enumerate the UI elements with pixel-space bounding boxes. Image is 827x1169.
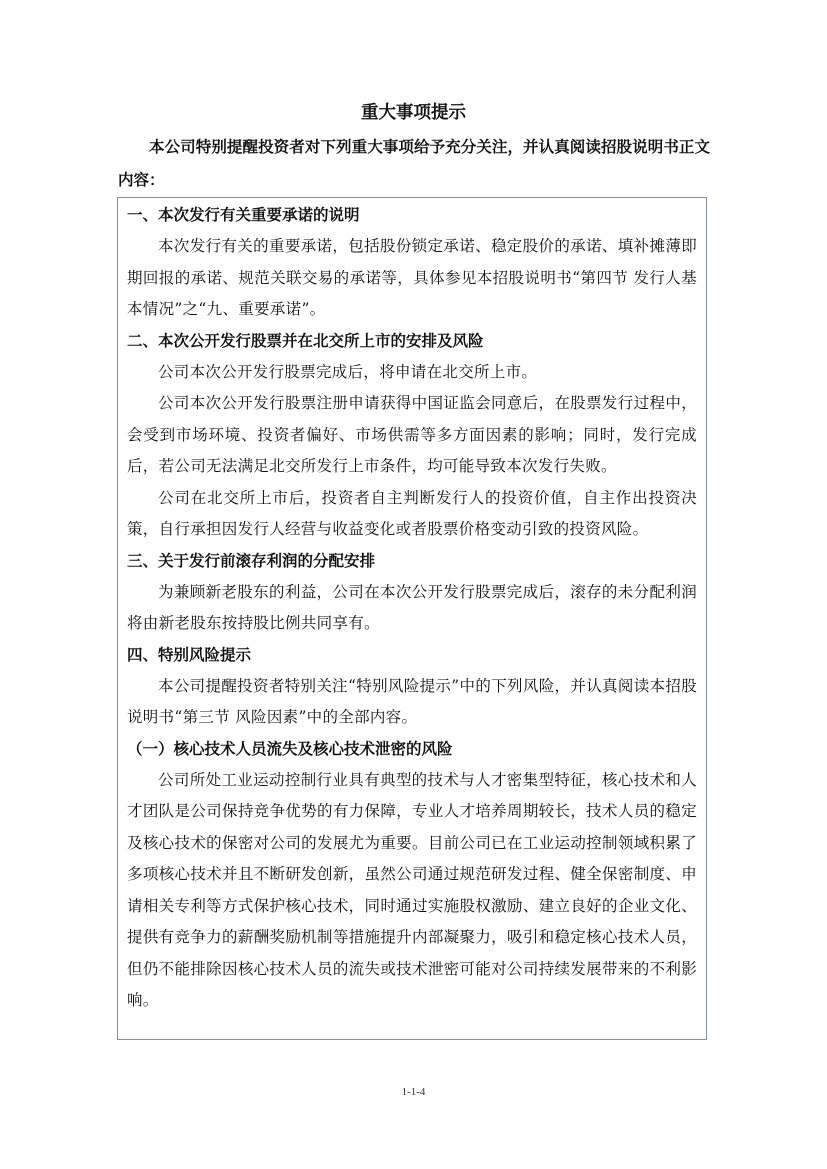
page-title: 重大事项提示 bbox=[361, 103, 466, 123]
section-paragraph: 公司所处工业运动控制行业具有典型的技术与人才密集型特征，核心技术和人才团队是公司保持竞争优势的有力保障，专业人才培养周期较长，技术人员的稳定及核心技术的保密对公司的发展尤为重要。目前公司已在工业运动控制领域积累了多项核心技术并且不断研发创新，虽然公司通过规范研发过程、健全保密制度、申请相关专利等方式保护核心技术，同时通过实施股权激励、建立良好的企业文化、提供有竞争力的薪酬奖励机制等措施提升内部凝聚力，吸引和稳定核心技术人员，但仍不能排除因核心技术人员的流失或技术泄密可能对公司持续发展带来的不利影响。 bbox=[127, 770, 697, 1009]
page-number: 1-1-4 bbox=[401, 1086, 426, 1098]
section-heading-commitments: 一、本次发行有关重要承诺的说明 bbox=[127, 206, 360, 224]
section-paragraph: 为兼顾新老股东的利益，公司在本次公开发行股票完成后，滚存的未分配利润将由新老股东按持股比例共同享有。 bbox=[127, 582, 697, 632]
intro-paragraph: 本公司特别提醒投资者对下列重大事项给予充分关注，并认真阅读招股说明书正文内容： bbox=[118, 138, 710, 189]
section-paragraph: 公司本次公开发行股票完成后，将申请在北交所上市。 bbox=[158, 362, 538, 381]
section-heading-listing: 二、本次公开发行股票并在北交所上市的安排及风险 bbox=[127, 331, 484, 350]
notice-box bbox=[117, 197, 707, 1040]
section-heading-risk: 四、特别风险提示 bbox=[127, 645, 252, 664]
subsection-heading-core-tech: （一）核心技术人员流失及核心技术泄密的风险 bbox=[127, 739, 453, 758]
section-paragraph: 本次发行有关的重要承诺，包括股份锁定承诺、稳定股价的承诺、填补摊薄即期回报的承诺、规范关联交易的承诺等，具体参见本招股说明书“第四节 发行人基本情况”之“九、重要承诺”。 bbox=[127, 237, 697, 318]
section-paragraph: 本公司提醒投资者特别关注“特别风险提示”中的下列风险，并认真阅读本招股说明书“第三节 风险因素”中的全部内容。 bbox=[127, 676, 697, 726]
section-paragraph: 公司本次公开发行股票注册申请获得中国证监会同意后，在股票发行过程中，会受到市场环境、投资者偏好、市场供需等多方面因素的影响；同时，发行完成后，若公司无法满足北交所发行上市条件，均可能导致本次发行失败。 bbox=[127, 394, 697, 475]
section-paragraph: 公司在北交所上市后，投资者自主判断发行人的投资价值，自主作出投资决策，自行承担因发行人经营与收益变化或者股票价格变动引致的投资风险。 bbox=[127, 488, 697, 538]
section-heading-profit: 三、关于发行前滚存利润的分配安排 bbox=[127, 551, 376, 570]
